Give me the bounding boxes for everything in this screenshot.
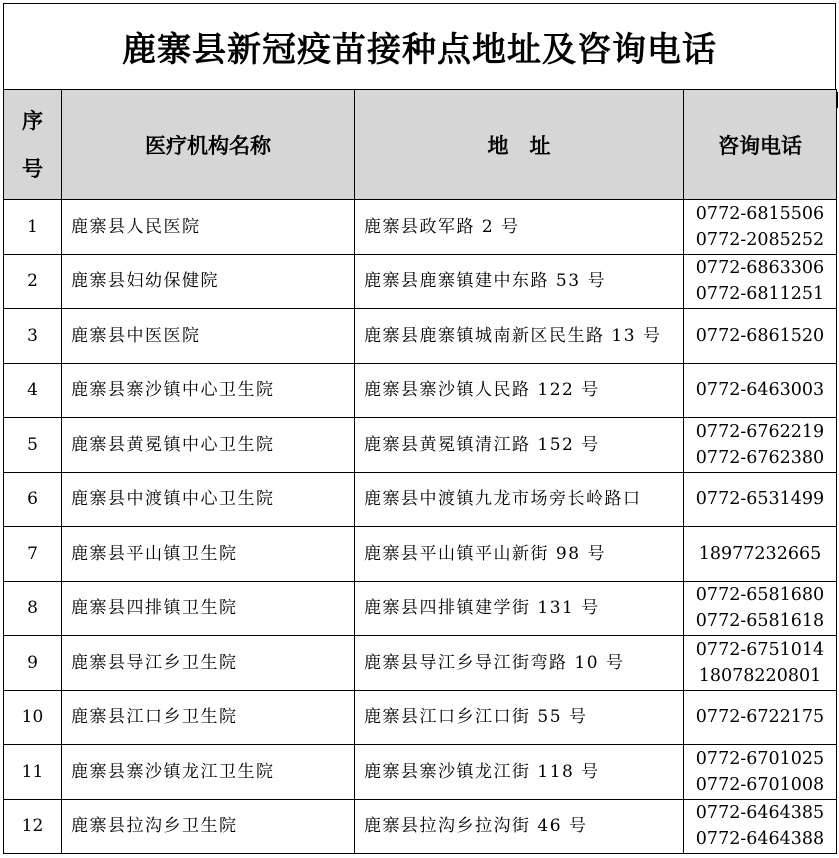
- table-row: [4, 636, 837, 691]
- phone-number: 0772-6861520: [695, 325, 825, 346]
- row-number: 4: [4, 363, 62, 418]
- phone-number: 0772-6581618: [695, 611, 825, 632]
- phone-number: 0772-6751014: [695, 639, 825, 660]
- phone-number: 0772-6464385: [695, 803, 825, 824]
- row-number: 10: [4, 690, 62, 745]
- header-phone: 咨询电话: [684, 90, 837, 200]
- row-number: 5: [4, 418, 62, 473]
- phone-number: 18977232665: [698, 543, 822, 564]
- phone-cell: [684, 745, 837, 800]
- row-number: 8: [4, 581, 62, 636]
- address: 鹿寨县寨沙镇人民路 122 号: [355, 363, 684, 418]
- institution-name: 鹿寨县平山镇卫生院: [62, 527, 355, 582]
- phone-number: 0772-6531499: [695, 489, 825, 510]
- header-seq-line2: 号: [22, 156, 43, 181]
- institution-name: 鹿寨县寨沙镇龙江卫生院: [62, 745, 355, 800]
- address: 鹿寨县黄冕镇清江路 152 号: [355, 418, 684, 473]
- phone-cell: [684, 254, 837, 309]
- address: 鹿寨县江口乡江口街 55 号: [355, 690, 684, 745]
- row-number: 12: [4, 799, 62, 854]
- institution-name: 鹿寨县江口乡卫生院: [62, 690, 355, 745]
- phone-number: 0772-6722175: [695, 707, 825, 728]
- phone-cell: [684, 309, 837, 364]
- header-seq-line1: 序: [22, 108, 43, 133]
- phone-cell: [684, 527, 837, 582]
- address: 鹿寨县鹿寨镇建中东路 53 号: [355, 254, 684, 309]
- address: 鹿寨县政军路 2 号: [355, 200, 684, 255]
- phone-cell: [684, 418, 837, 473]
- title-box: [3, 3, 836, 89]
- institution-name: 鹿寨县人民医院: [62, 200, 355, 255]
- header-seq: [4, 90, 62, 200]
- table-row: [4, 472, 837, 527]
- address: 鹿寨县中渡镇九龙市场旁长岭路口: [355, 472, 684, 527]
- phone-number: 0772-6581680: [695, 585, 825, 606]
- table-row: [4, 254, 837, 309]
- institution-name: 鹿寨县中渡镇中心卫生院: [62, 472, 355, 527]
- phone-cell: [684, 472, 837, 527]
- row-number: 11: [4, 745, 62, 800]
- phone-cell: [684, 200, 837, 255]
- phone-number: 0772-6464388: [695, 829, 825, 850]
- address: 鹿寨县导江乡导江街弯路 10 号: [355, 636, 684, 691]
- phone-cell: [684, 690, 837, 745]
- row-number: 7: [4, 527, 62, 582]
- phone-number: 0772-6762219: [695, 421, 825, 442]
- phone-number: 0772-6701025: [695, 748, 825, 769]
- table-row: [4, 799, 837, 854]
- institution-name: 鹿寨县黄冕镇中心卫生院: [62, 418, 355, 473]
- address: 鹿寨县拉沟乡拉沟街 46 号: [355, 799, 684, 854]
- header-name: 医疗机构名称: [62, 90, 355, 200]
- table-header-row: [4, 90, 837, 200]
- phone-cell: [684, 636, 837, 691]
- institution-name: 鹿寨县拉沟乡卫生院: [62, 799, 355, 854]
- institution-name: 鹿寨县寨沙镇中心卫生院: [62, 363, 355, 418]
- phone-number: 0772-6762380: [695, 447, 825, 468]
- address: 鹿寨县四排镇建学街 131 号: [355, 581, 684, 636]
- row-number: 2: [4, 254, 62, 309]
- phone-cell: [684, 799, 837, 854]
- institution-name: 鹿寨县导江乡卫生院: [62, 636, 355, 691]
- address: 鹿寨县鹿寨镇城南新区民生路 13 号: [355, 309, 684, 364]
- phone-number: 0772-6811251: [695, 284, 825, 305]
- table-row: [4, 200, 837, 255]
- phone-number: 18078220801: [698, 665, 822, 686]
- table-row: [4, 527, 837, 582]
- row-number: 1: [4, 200, 62, 255]
- header-address: 地 址: [355, 90, 684, 200]
- vaccination-sites-table: [3, 89, 837, 854]
- phone-cell: [684, 363, 837, 418]
- phone-number: 0772-2085252: [695, 229, 825, 250]
- table-row: [4, 363, 837, 418]
- institution-name: 鹿寨县四排镇卫生院: [62, 581, 355, 636]
- page-title: 鹿寨县新冠疫苗接种点地址及咨询电话: [122, 30, 717, 70]
- institution-name: 鹿寨县中医医院: [62, 309, 355, 364]
- institution-name: 鹿寨县妇幼保健院: [62, 254, 355, 309]
- phone-number: 0772-6463003: [695, 380, 825, 401]
- phone-number: 0772-6701008: [695, 774, 825, 795]
- address: 鹿寨县平山镇平山新街 98 号: [355, 527, 684, 582]
- table-row: [4, 745, 837, 800]
- row-number: 3: [4, 309, 62, 364]
- table-row: [4, 418, 837, 473]
- phone-number: 0772-6815506: [695, 203, 825, 224]
- phone-cell: [684, 581, 837, 636]
- row-number: 9: [4, 636, 62, 691]
- table-row: [4, 690, 837, 745]
- table-row: [4, 309, 837, 364]
- row-number: 6: [4, 472, 62, 527]
- table-row: [4, 581, 837, 636]
- phone-number: 0772-6863306: [695, 258, 825, 279]
- address: 鹿寨县寨沙镇龙江街 118 号: [355, 745, 684, 800]
